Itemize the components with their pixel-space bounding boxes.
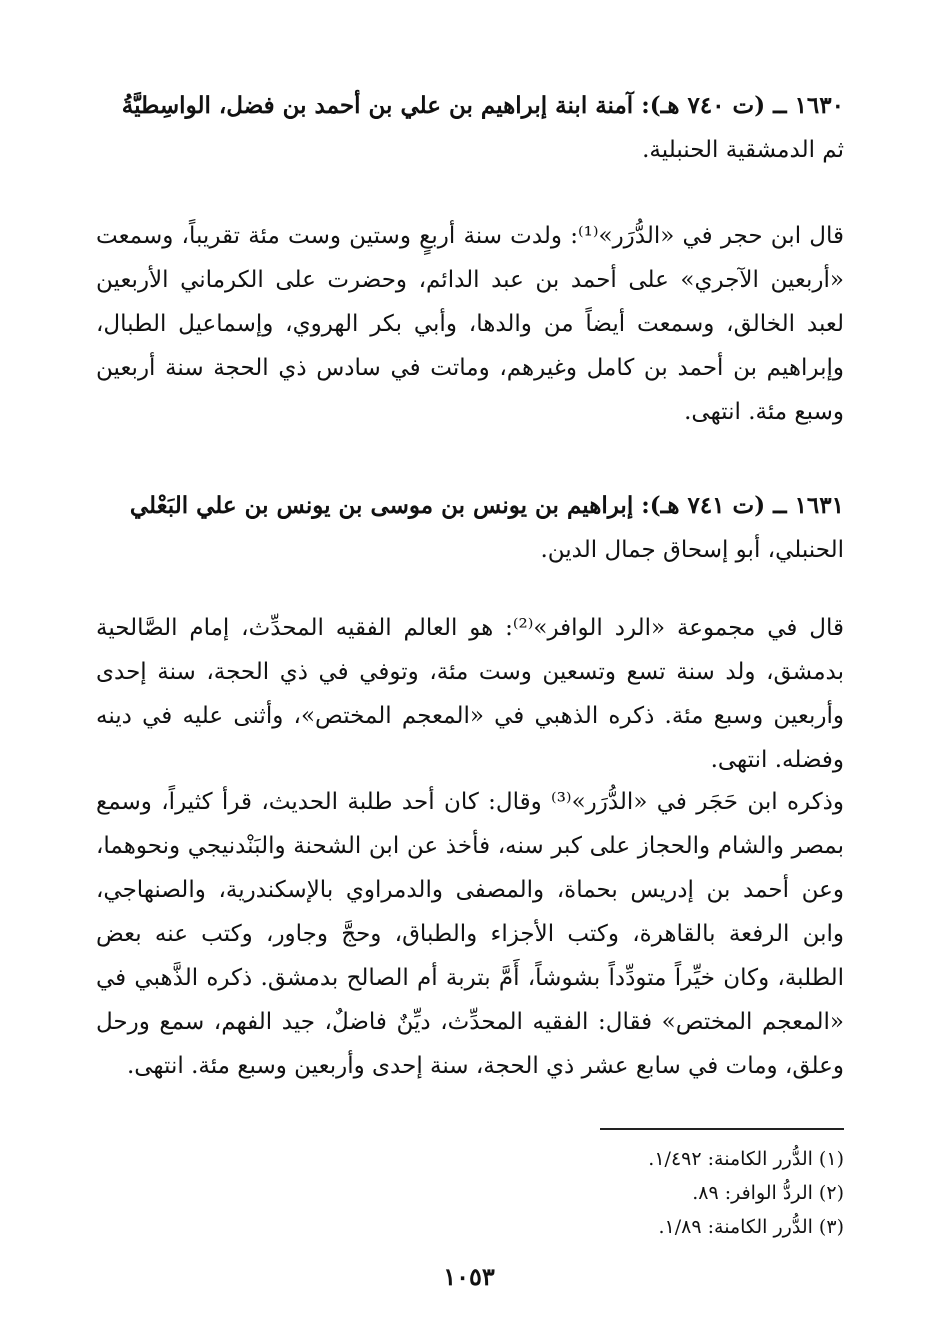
entry-1630-heading	[96, 84, 844, 172]
entry-1631-paragraph-1: قال في مجموعة «الرد الوافر»⁽²⁾: هو العالم الفقيه المحدِّث، إمام الصَّالحية بدمشق، ولد سنة تسع وتسعين وست مئة، وتوفي في ذي الحجة، سنة إحدى وأربعين وسبع مئة. ذكره الذهبي في «المعجم المختص»، وأثنى عليه في دينه وفضله. انتهى.	[96, 615, 844, 773]
entry-1631-paragraph-2: وذكره ابن حَجَر في «الدُّرَر»⁽³⁾ وقال: كان أحد طلبة الحديث، قرأ كثيراً، وسمع بمصر والشام والحجاز على كبر سنه، فأخذ عن ابن الشحنة والبَنْدنيجي ونحوهما، وعن أحمد بن إدريس بحماة، والمصفى والدمراوي بالإسكندرية، والصنهاجي، وابن الرفعة بالقاهرة، وكتب الأجزاء والطباق، وحجَّ وجاور، وكتب عنه بعض الطلبة، وكان خيِّراً متودِّداً بشوشاً، أَمَّ بتربة أم الصالح بدمشق. ذكره الذَّهبي في «المعجم المختص» فقال: الفقيه المحدِّث، ديِّنٌ فاضلٌ، جيد الفهم، سمع ورحل وعلق، ومات في سابع عشر ذي الحجة، سنة إحدى وأربعين وسبع مئة. انتهى.	[96, 789, 845, 1079]
page-number: ١٠٥٣	[443, 1262, 495, 1291]
entry-1630-title-continued: ثم الدمشقية الحنبلية.	[642, 137, 844, 163]
footnote-1: (١) الدُّرر الكامنة: ١/٤٩٢.	[648, 1148, 844, 1170]
entry-1631-title: ١٦٣١ ــ (ت ٧٤١ هـ): إبراهيم بن يونس بن موسى بن يونس بن علي البَعْلي	[129, 492, 844, 519]
entry-1630-title: ١٦٣٠ ــ (ت ٧٤٠ هـ): آمنة ابنة إبراهيم بن علي بن أحمد بن فضل، الواسِطيَّةُ	[121, 92, 844, 119]
entry-1630-paragraph: قال ابن حجر في «الدُّرَر»⁽¹⁾: ولدت سنة أربعٍ وستين وست مئة تقريباً، وسمعت «أربعين الآجري» على أحمد بن عبد الدائم، وحضرت على الكرماني الأربعين لعبد الخالق، وسمعت أيضاً من والدها، وأبي بكر الهروي، وإسماعيل الطبال، وإبراهيم بن أحمد بن كامل وغيرهم، وماتت في سادس ذي الحجة سنة أربعين وسبع مئة. انتهى.	[96, 223, 845, 425]
footnotes	[560, 1142, 844, 1244]
entry-1631-heading	[96, 484, 844, 572]
footnote-2: (٢) الردُّ الوافر: ٨٩.	[692, 1182, 844, 1204]
entry-1631-title-continued: الحنبلي، أبو إسحاق جمال الدين.	[540, 537, 844, 563]
footnote-3: (٣) الدُّرر الكامنة: ١/٨٩.	[658, 1216, 844, 1238]
footnote-divider	[600, 1128, 844, 1130]
